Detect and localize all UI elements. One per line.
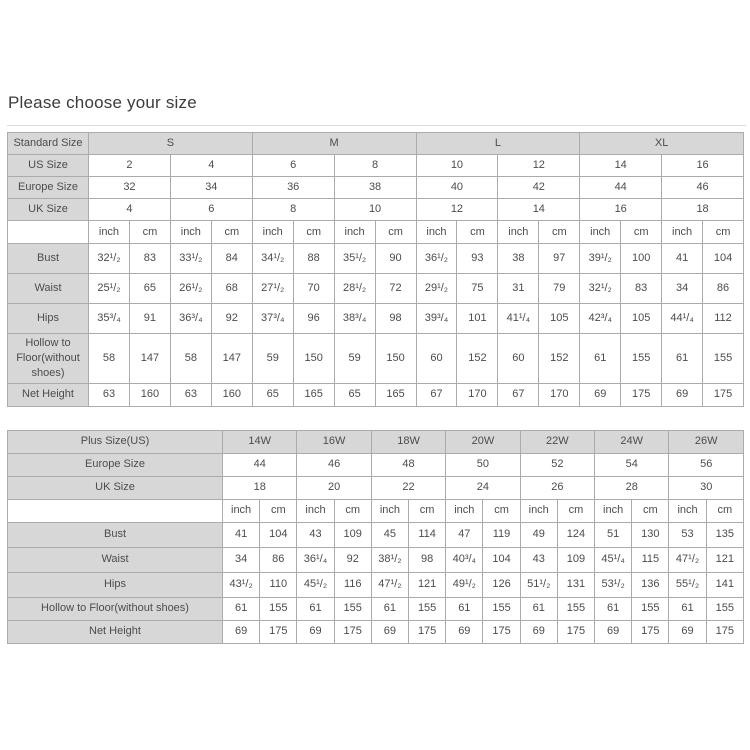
value-cell: 41¹/₄: [498, 304, 539, 334]
value-cell: 69: [223, 620, 260, 643]
table-row: [8, 383, 744, 406]
value-cell: 32¹/₂: [89, 244, 130, 274]
value-cell: 31: [498, 274, 539, 304]
value-cell: 141: [706, 572, 743, 597]
value-cell: 45¹/₂: [297, 572, 334, 597]
value-cell: 160: [211, 383, 252, 406]
table-row: [8, 274, 744, 304]
value-cell: 39³/₄: [416, 304, 457, 334]
value-cell: 155: [632, 597, 669, 620]
value-cell: 43: [297, 522, 334, 547]
table-row: [8, 572, 744, 597]
value-cell: 48: [371, 453, 445, 476]
size-header-cell: 18W: [371, 430, 445, 453]
value-cell: 69: [297, 620, 334, 643]
table-row: [8, 620, 744, 643]
value-cell: 32: [89, 177, 171, 199]
value-cell: 61: [520, 597, 557, 620]
unit-cell: cm: [706, 499, 743, 522]
value-cell: 47¹/₂: [669, 547, 706, 572]
unit-cell: cm: [703, 221, 744, 244]
value-cell: 38¹/₂: [371, 547, 408, 572]
value-cell: 165: [375, 383, 416, 406]
size-header-cell: 26W: [669, 430, 744, 453]
value-cell: 55¹/₂: [669, 572, 706, 597]
value-cell: 37³/₄: [252, 304, 293, 334]
value-cell: 10: [334, 199, 416, 221]
value-cell: 12: [498, 155, 580, 177]
value-cell: 32¹/₂: [580, 274, 621, 304]
standard-size-table: [7, 132, 744, 407]
value-cell: 112: [703, 304, 744, 334]
row-label-cell: Bust: [8, 244, 89, 274]
value-cell: 47: [446, 522, 483, 547]
value-cell: 58: [170, 334, 211, 384]
value-cell: 18: [662, 199, 744, 221]
value-cell: 47¹/₂: [371, 572, 408, 597]
value-cell: 53¹/₂: [595, 572, 632, 597]
value-cell: 61: [446, 597, 483, 620]
table-row: [8, 453, 744, 476]
table-row: [8, 499, 744, 522]
size-header-cell: S: [89, 133, 253, 155]
value-cell: 25¹/₂: [89, 274, 130, 304]
value-cell: 126: [483, 572, 520, 597]
size-header-cell: 22W: [520, 430, 594, 453]
unit-cell: cm: [539, 221, 580, 244]
value-cell: 147: [211, 334, 252, 384]
value-cell: 86: [703, 274, 744, 304]
empty-corner-cell: [8, 221, 89, 244]
value-cell: 61: [580, 334, 621, 384]
value-cell: 44¹/₄: [662, 304, 703, 334]
value-cell: 39¹/₂: [580, 244, 621, 274]
value-cell: 90: [375, 244, 416, 274]
unit-cell: cm: [293, 221, 334, 244]
row-label-cell: UK Size: [8, 199, 89, 221]
row-label-cell: Net Height: [8, 383, 89, 406]
table-row: [8, 334, 744, 384]
value-cell: 26: [520, 476, 594, 499]
unit-cell: inch: [595, 499, 632, 522]
standard-size-table-body: [8, 133, 744, 407]
title-divider: [7, 125, 746, 126]
value-cell: 45: [371, 522, 408, 547]
table-row: [8, 177, 744, 199]
value-cell: 150: [293, 334, 334, 384]
value-cell: 155: [409, 597, 446, 620]
unit-cell: cm: [557, 499, 594, 522]
row-label-cell: Waist: [8, 274, 89, 304]
unit-cell: inch: [371, 499, 408, 522]
value-cell: 91: [129, 304, 170, 334]
value-cell: 175: [621, 383, 662, 406]
row-label-cell: Hollow to Floor(without shoes): [8, 597, 223, 620]
value-cell: 155: [334, 597, 371, 620]
value-cell: 60: [416, 334, 457, 384]
size-header-cell: 16W: [297, 430, 371, 453]
unit-cell: inch: [334, 221, 375, 244]
value-cell: 150: [375, 334, 416, 384]
size-header-cell: XL: [580, 133, 744, 155]
value-cell: 67: [416, 383, 457, 406]
table-row: [8, 155, 744, 177]
unit-cell: inch: [297, 499, 334, 522]
value-cell: 155: [703, 334, 744, 384]
value-cell: 61: [371, 597, 408, 620]
value-cell: 69: [520, 620, 557, 643]
value-cell: 98: [409, 547, 446, 572]
value-cell: 22: [371, 476, 445, 499]
value-cell: 63: [89, 383, 130, 406]
value-cell: 109: [334, 522, 371, 547]
value-cell: 53: [669, 522, 706, 547]
row-label-cell: Europe Size: [8, 453, 223, 476]
value-cell: 130: [632, 522, 669, 547]
value-cell: 83: [129, 244, 170, 274]
row-label-cell: Bust: [8, 522, 223, 547]
value-cell: 84: [211, 244, 252, 274]
unit-cell: inch: [252, 221, 293, 244]
size-header-cell: M: [252, 133, 416, 155]
value-cell: 58: [89, 334, 130, 384]
value-cell: 104: [260, 522, 297, 547]
value-cell: 10: [416, 155, 498, 177]
value-cell: 96: [293, 304, 334, 334]
row-label-cell: Hips: [8, 304, 89, 334]
unit-cell: cm: [129, 221, 170, 244]
unit-cell: cm: [409, 499, 446, 522]
plus-size-table-body: [8, 430, 744, 643]
value-cell: 42: [498, 177, 580, 199]
value-cell: 16: [580, 199, 662, 221]
value-cell: 65: [252, 383, 293, 406]
unit-cell: inch: [170, 221, 211, 244]
value-cell: 43¹/₂: [223, 572, 260, 597]
value-cell: 72: [375, 274, 416, 304]
table-row: [8, 199, 744, 221]
value-cell: 124: [557, 522, 594, 547]
size-header-cell: 20W: [446, 430, 520, 453]
value-cell: 49¹/₂: [446, 572, 483, 597]
table-row: [8, 476, 744, 499]
value-cell: 68: [211, 274, 252, 304]
value-cell: 175: [483, 620, 520, 643]
unit-cell: inch: [520, 499, 557, 522]
value-cell: 119: [483, 522, 520, 547]
table-row: [8, 430, 744, 453]
value-cell: 16: [662, 155, 744, 177]
value-cell: 101: [457, 304, 498, 334]
value-cell: 121: [409, 572, 446, 597]
table-row: [8, 597, 744, 620]
value-cell: 20: [297, 476, 371, 499]
value-cell: 59: [252, 334, 293, 384]
value-cell: 110: [260, 572, 297, 597]
value-cell: 93: [457, 244, 498, 274]
value-cell: 175: [632, 620, 669, 643]
value-cell: 69: [662, 383, 703, 406]
value-cell: 60: [498, 334, 539, 384]
value-cell: 46: [662, 177, 744, 199]
value-cell: 61: [223, 597, 260, 620]
row-label-cell: Waist: [8, 547, 223, 572]
value-cell: 100: [621, 244, 662, 274]
unit-cell: cm: [483, 499, 520, 522]
value-cell: 33¹/₂: [170, 244, 211, 274]
unit-cell: inch: [662, 221, 703, 244]
value-cell: 105: [539, 304, 580, 334]
unit-cell: inch: [89, 221, 130, 244]
value-cell: 65: [129, 274, 170, 304]
value-cell: 6: [170, 199, 252, 221]
row-label-cell: US Size: [8, 155, 89, 177]
value-cell: 175: [703, 383, 744, 406]
value-cell: 98: [375, 304, 416, 334]
value-cell: 67: [498, 383, 539, 406]
value-cell: 170: [539, 383, 580, 406]
value-cell: 75: [457, 274, 498, 304]
value-cell: 38: [498, 244, 539, 274]
value-cell: 50: [446, 453, 520, 476]
value-cell: 86: [260, 547, 297, 572]
value-cell: 131: [557, 572, 594, 597]
value-cell: 6: [252, 155, 334, 177]
value-cell: 152: [457, 334, 498, 384]
size-header-cell: 24W: [595, 430, 669, 453]
value-cell: 36¹/₂: [416, 244, 457, 274]
value-cell: 8: [334, 155, 416, 177]
value-cell: 51: [595, 522, 632, 547]
unit-cell: cm: [211, 221, 252, 244]
value-cell: 175: [557, 620, 594, 643]
value-cell: 175: [706, 620, 743, 643]
value-cell: 4: [170, 155, 252, 177]
value-cell: 97: [539, 244, 580, 274]
value-cell: 147: [129, 334, 170, 384]
value-cell: 70: [293, 274, 334, 304]
value-cell: 105: [621, 304, 662, 334]
unit-cell: inch: [446, 499, 483, 522]
value-cell: 165: [293, 383, 334, 406]
value-cell: 61: [297, 597, 334, 620]
value-cell: 88: [293, 244, 334, 274]
value-cell: 34¹/₂: [252, 244, 293, 274]
value-cell: 175: [334, 620, 371, 643]
value-cell: 121: [706, 547, 743, 572]
value-cell: 8: [252, 199, 334, 221]
value-cell: 34: [223, 547, 260, 572]
value-cell: 36: [252, 177, 334, 199]
value-cell: 18: [223, 476, 297, 499]
value-cell: 54: [595, 453, 669, 476]
value-cell: 69: [580, 383, 621, 406]
row-label-cell: Plus Size(US): [8, 430, 223, 453]
value-cell: 136: [632, 572, 669, 597]
value-cell: 52: [520, 453, 594, 476]
value-cell: 170: [457, 383, 498, 406]
unit-cell: inch: [416, 221, 457, 244]
size-header-cell: 14W: [223, 430, 297, 453]
value-cell: 46: [297, 453, 371, 476]
value-cell: 114: [409, 522, 446, 547]
unit-cell: cm: [621, 221, 662, 244]
value-cell: 49: [520, 522, 557, 547]
value-cell: 69: [669, 620, 706, 643]
value-cell: 109: [557, 547, 594, 572]
value-cell: 115: [632, 547, 669, 572]
value-cell: 26¹/₂: [170, 274, 211, 304]
value-cell: 61: [669, 597, 706, 620]
value-cell: 152: [539, 334, 580, 384]
value-cell: 36³/₄: [170, 304, 211, 334]
value-cell: 69: [371, 620, 408, 643]
value-cell: 155: [706, 597, 743, 620]
value-cell: 155: [621, 334, 662, 384]
unit-cell: inch: [223, 499, 260, 522]
value-cell: 79: [539, 274, 580, 304]
value-cell: 51¹/₂: [520, 572, 557, 597]
value-cell: 116: [334, 572, 371, 597]
table-row: [8, 244, 744, 274]
size-header-cell: L: [416, 133, 580, 155]
value-cell: 24: [446, 476, 520, 499]
value-cell: 92: [211, 304, 252, 334]
value-cell: 28: [595, 476, 669, 499]
value-cell: 175: [409, 620, 446, 643]
value-cell: 44: [223, 453, 297, 476]
value-cell: 65: [334, 383, 375, 406]
value-cell: 35¹/₂: [334, 244, 375, 274]
value-cell: 35³/₄: [89, 304, 130, 334]
value-cell: 41: [223, 522, 260, 547]
value-cell: 135: [706, 522, 743, 547]
value-cell: 104: [703, 244, 744, 274]
value-cell: 30: [669, 476, 744, 499]
table-row: [8, 133, 744, 155]
value-cell: 42³/₄: [580, 304, 621, 334]
row-label-cell: Hips: [8, 572, 223, 597]
value-cell: 36¹/₄: [297, 547, 334, 572]
unit-cell: cm: [334, 499, 371, 522]
value-cell: 69: [595, 620, 632, 643]
value-cell: 83: [621, 274, 662, 304]
value-cell: 40³/₄: [446, 547, 483, 572]
value-cell: 41: [662, 244, 703, 274]
value-cell: 29¹/₂: [416, 274, 457, 304]
value-cell: 160: [129, 383, 170, 406]
value-cell: 92: [334, 547, 371, 572]
row-label-cell: UK Size: [8, 476, 223, 499]
unit-cell: cm: [260, 499, 297, 522]
value-cell: 12: [416, 199, 498, 221]
unit-cell: inch: [498, 221, 539, 244]
plus-size-table: [7, 430, 744, 644]
table-row: [8, 547, 744, 572]
table-row: [8, 304, 744, 334]
value-cell: 38³/₄: [334, 304, 375, 334]
value-cell: 14: [580, 155, 662, 177]
row-label-cell: Hollow to Floor(without shoes): [8, 334, 89, 384]
value-cell: 104: [483, 547, 520, 572]
row-label-cell: Europe Size: [8, 177, 89, 199]
unit-cell: inch: [580, 221, 621, 244]
empty-corner-cell: [8, 499, 223, 522]
value-cell: 61: [662, 334, 703, 384]
value-cell: 28¹/₂: [334, 274, 375, 304]
unit-cell: cm: [632, 499, 669, 522]
table-row: [8, 522, 744, 547]
value-cell: 59: [334, 334, 375, 384]
value-cell: 34: [662, 274, 703, 304]
value-cell: 45¹/₄: [595, 547, 632, 572]
unit-cell: cm: [457, 221, 498, 244]
unit-cell: inch: [669, 499, 706, 522]
value-cell: 27¹/₂: [252, 274, 293, 304]
unit-cell: cm: [375, 221, 416, 244]
value-cell: 40: [416, 177, 498, 199]
value-cell: 63: [170, 383, 211, 406]
value-cell: 61: [595, 597, 632, 620]
page-title: Please choose your size: [8, 93, 197, 112]
value-cell: 4: [89, 199, 171, 221]
value-cell: 43: [520, 547, 557, 572]
value-cell: 44: [580, 177, 662, 199]
row-label-cell: Standard Size: [8, 133, 89, 155]
value-cell: 38: [334, 177, 416, 199]
value-cell: 69: [446, 620, 483, 643]
value-cell: 2: [89, 155, 171, 177]
value-cell: 56: [669, 453, 744, 476]
value-cell: 155: [483, 597, 520, 620]
value-cell: 155: [260, 597, 297, 620]
value-cell: 34: [170, 177, 252, 199]
table-row: [8, 221, 744, 244]
value-cell: 14: [498, 199, 580, 221]
row-label-cell: Net Height: [8, 620, 223, 643]
value-cell: 155: [557, 597, 594, 620]
value-cell: 175: [260, 620, 297, 643]
